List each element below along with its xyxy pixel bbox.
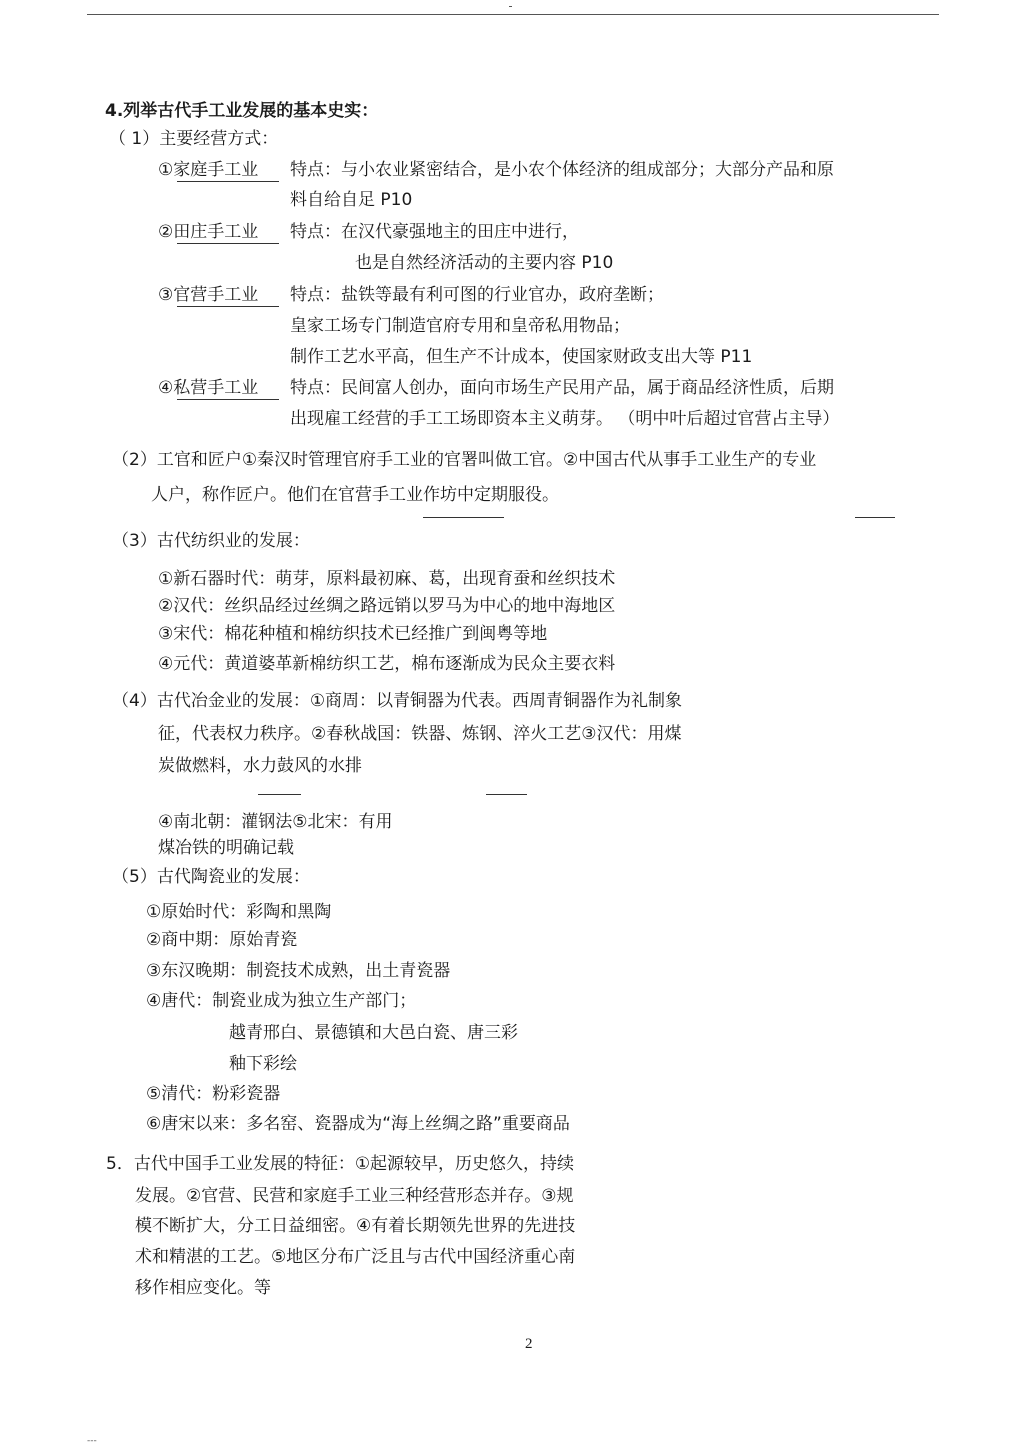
section-4-title: 4.列举古代手工业发展的基本史实： [105, 101, 379, 121]
p1-item-2-name: ②田庄手工业 [158, 222, 259, 242]
section-5-line-4: 术和精湛的工艺。⑤地区分布广泛且与古代中国经济重心南 [135, 1247, 576, 1267]
section-5-line-3: 模不断扩大，分工日益细密。④有着长期领先世界的先进技 [135, 1216, 576, 1236]
p4-blank-2 [486, 794, 527, 795]
p1-item-4-line-1: 特点：民间富人创办，面向市场生产民用产品，属于商品经济性质，后期 [290, 378, 834, 398]
p1-item-4-underline [177, 399, 279, 400]
p1-item-1-name: ①家庭手工业 [158, 160, 259, 180]
p4-line-5: 煤冶铁的明确记载 [158, 838, 294, 858]
header-rule [87, 14, 939, 15]
p2-blank-1 [423, 517, 504, 518]
section-5-line-2: 发展。②官营、民营和家庭手工业三种经营形态并存。③规 [135, 1186, 574, 1206]
p5-item-3: ③东汉晚期：制瓷技术成熟，出土青瓷器 [146, 961, 451, 981]
p5-item-4-detail-2: 釉下彩绘 [229, 1054, 297, 1074]
p3-item-2: ②汉代：丝织品经过丝绸之路远销以罗马为中心的地中海地区 [158, 596, 616, 616]
p1-item-3-line-3: 制作工艺水平高，但生产不计成本，使国家财政支出大等 P11 [290, 347, 753, 367]
p1-item-1-underline [177, 181, 279, 182]
p1-item-3-line-1: 特点：盐铁等最有利可图的行业官办，政府垄断； [290, 285, 664, 305]
p1-heading: （ 1）主要经营方式： [109, 129, 279, 149]
p4-blank-1 [258, 794, 301, 795]
p2-line-1: （2）工官和匠户①秦汉时管理官府手工业的官署叫做工官。②中国古代从事手工业生产的专业 [112, 450, 817, 470]
p1-item-1-line-2: 料自给自足 P10 [290, 190, 413, 210]
section-5-line-5: 移作相应变化。等 [135, 1278, 271, 1298]
p5-item-4-detail-1: 越青邢白、景德镇和大邑白瓷、唐三彩 [229, 1023, 518, 1043]
section-5-line-1: 5．古代中国手工业发展的特征：①起源较早，历史悠久，持续 [106, 1154, 575, 1174]
p1-item-1-line-1: 特点：与小农业紧密结合，是小农个体经济的组成部分；大部分产品和原 [290, 160, 834, 180]
p5-heading: （5）古代陶瓷业的发展： [112, 867, 310, 887]
p1-item-3-name: ③官营手工业 [158, 285, 259, 305]
p4-line-4: ④南北朝：灌钢法⑤北宋：有用 [158, 812, 393, 832]
p3-item-3: ③宋代：棉花种植和棉纺织技术已经推广到闽粤等地 [158, 624, 548, 644]
p1-item-4-name: ④私营手工业 [158, 378, 259, 398]
p4-line-3: 炭做燃料，水力鼓风的水排 [158, 756, 362, 776]
p2-blank-2 [855, 517, 895, 518]
p3-item-4: ④元代：黄道婆革新棉纺织工艺，棉布逐渐成为民众主要衣料 [158, 654, 616, 674]
page-number: 2 [525, 1336, 533, 1352]
p1-item-2-line-1: 特点：在汉代豪强地主的田庄中进行， [290, 222, 579, 242]
footer-mark: --- [87, 1436, 97, 1446]
p4-line-2: 征，代表权力秩序。②春秋战国：铁器、炼钢、淬火工艺③汉代：用煤 [158, 724, 682, 744]
p3-item-1: ①新石器时代：萌芽，原料最初麻、葛，出现育蚕和丝织技术 [158, 569, 616, 589]
p1-item-2-line-2: 也是自然经济活动的主要内容 P10 [355, 253, 614, 273]
p5-item-5: ⑤清代：粉彩瓷器 [146, 1084, 281, 1104]
p1-item-3-underline [177, 306, 279, 307]
header-mark [509, 6, 512, 7]
p2-line-2: 人户，称作匠户。他们在官营手工业作坊中定期服役。 [151, 485, 559, 505]
p5-item-6: ⑥唐宋以来：多名窑、瓷器成为“海上丝绸之路”重要商品 [146, 1114, 570, 1134]
p5-item-4: ④唐代：制瓷业成为独立生产部门； [146, 991, 417, 1011]
p1-item-4-line-2: 出现雇工经营的手工工场即资本主义萌芽。 （明中叶后超过官营占主导） [290, 409, 840, 429]
p4-line-1: （4）古代冶金业的发展：①商周：以青铜器为代表。西周青铜器作为礼制象 [112, 691, 683, 711]
p5-item-1: ①原始时代：彩陶和黑陶 [146, 902, 332, 922]
p1-item-2-underline [177, 243, 279, 244]
p1-item-3-line-2: 皇家工场专门制造官府专用和皇帝私用物品； [290, 316, 630, 336]
p3-heading: （3）古代纺织业的发展： [112, 531, 310, 551]
p5-item-2: ②商中期：原始青瓷 [146, 930, 298, 950]
